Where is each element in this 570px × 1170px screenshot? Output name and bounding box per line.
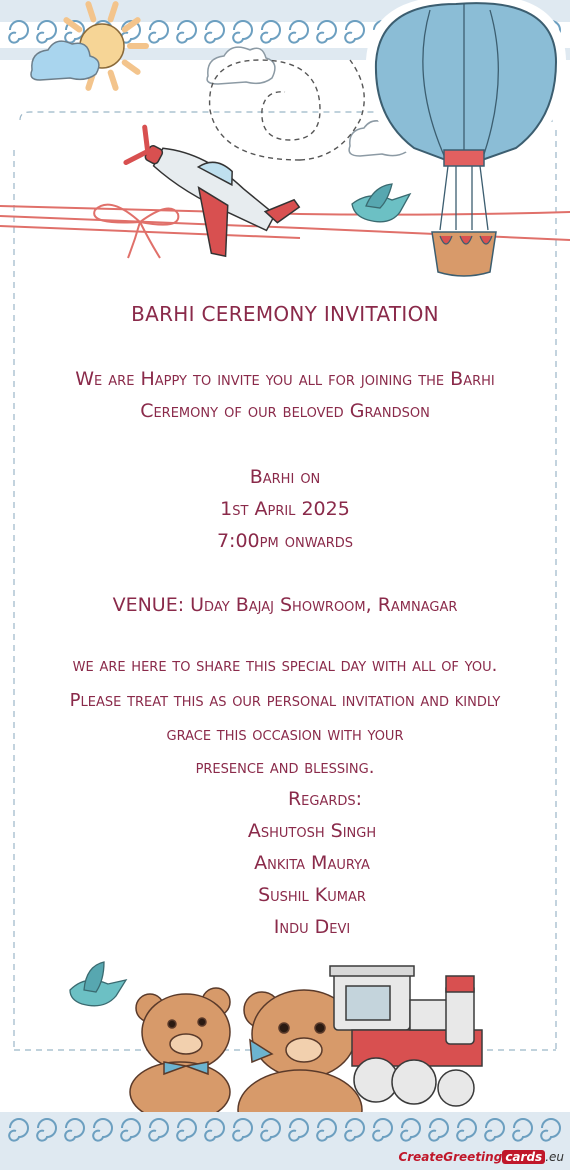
venue-text: VENUE: Uday Bajaj Showroom, Ramnagar <box>112 594 458 616</box>
message-line-2: Please treat this as our personal invitation and kindly <box>69 690 501 711</box>
watermark-part-3: .eu <box>545 1150 564 1164</box>
intro-text-line-1: We are Happy to invite you all for joining the Barhi <box>75 368 495 390</box>
host-name: Ankita Maurya <box>254 852 370 874</box>
event-date: 1st April 2025 <box>220 498 350 520</box>
bird-icon <box>70 962 126 1006</box>
message-line-4: presence and blessing. <box>195 757 375 778</box>
hot-air-balloon-icon <box>370 0 562 276</box>
host-name: Ashutosh Singh <box>247 820 377 842</box>
regards-label: Regards: <box>287 788 363 810</box>
watermark-part-2: cards <box>502 1150 545 1164</box>
intro-text-line-2: Ceremony of our beloved Grandson <box>140 400 430 422</box>
airplane-icon <box>107 122 301 280</box>
watermark-logo[interactable] <box>398 1150 564 1164</box>
watermark-part-1: CreateGreeting <box>398 1150 503 1164</box>
host-name: Sushil Kumar <box>258 884 366 906</box>
message-line-1: we are here to share this special day with all of you. <box>72 655 498 676</box>
bird-icon <box>352 184 410 222</box>
event-time: 7:00pm onwards <box>216 530 354 552</box>
host-name: Indu Devi <box>273 916 351 938</box>
bow-icon <box>94 205 178 258</box>
toy-train-icon <box>330 966 482 1106</box>
message-line-3: grace this occasion with your <box>166 724 404 745</box>
event-label: Barhi on <box>249 466 321 488</box>
teddy-bear-icon <box>130 988 230 1122</box>
invitation-title: BARHI CEREMONY INVITATION <box>131 302 439 326</box>
